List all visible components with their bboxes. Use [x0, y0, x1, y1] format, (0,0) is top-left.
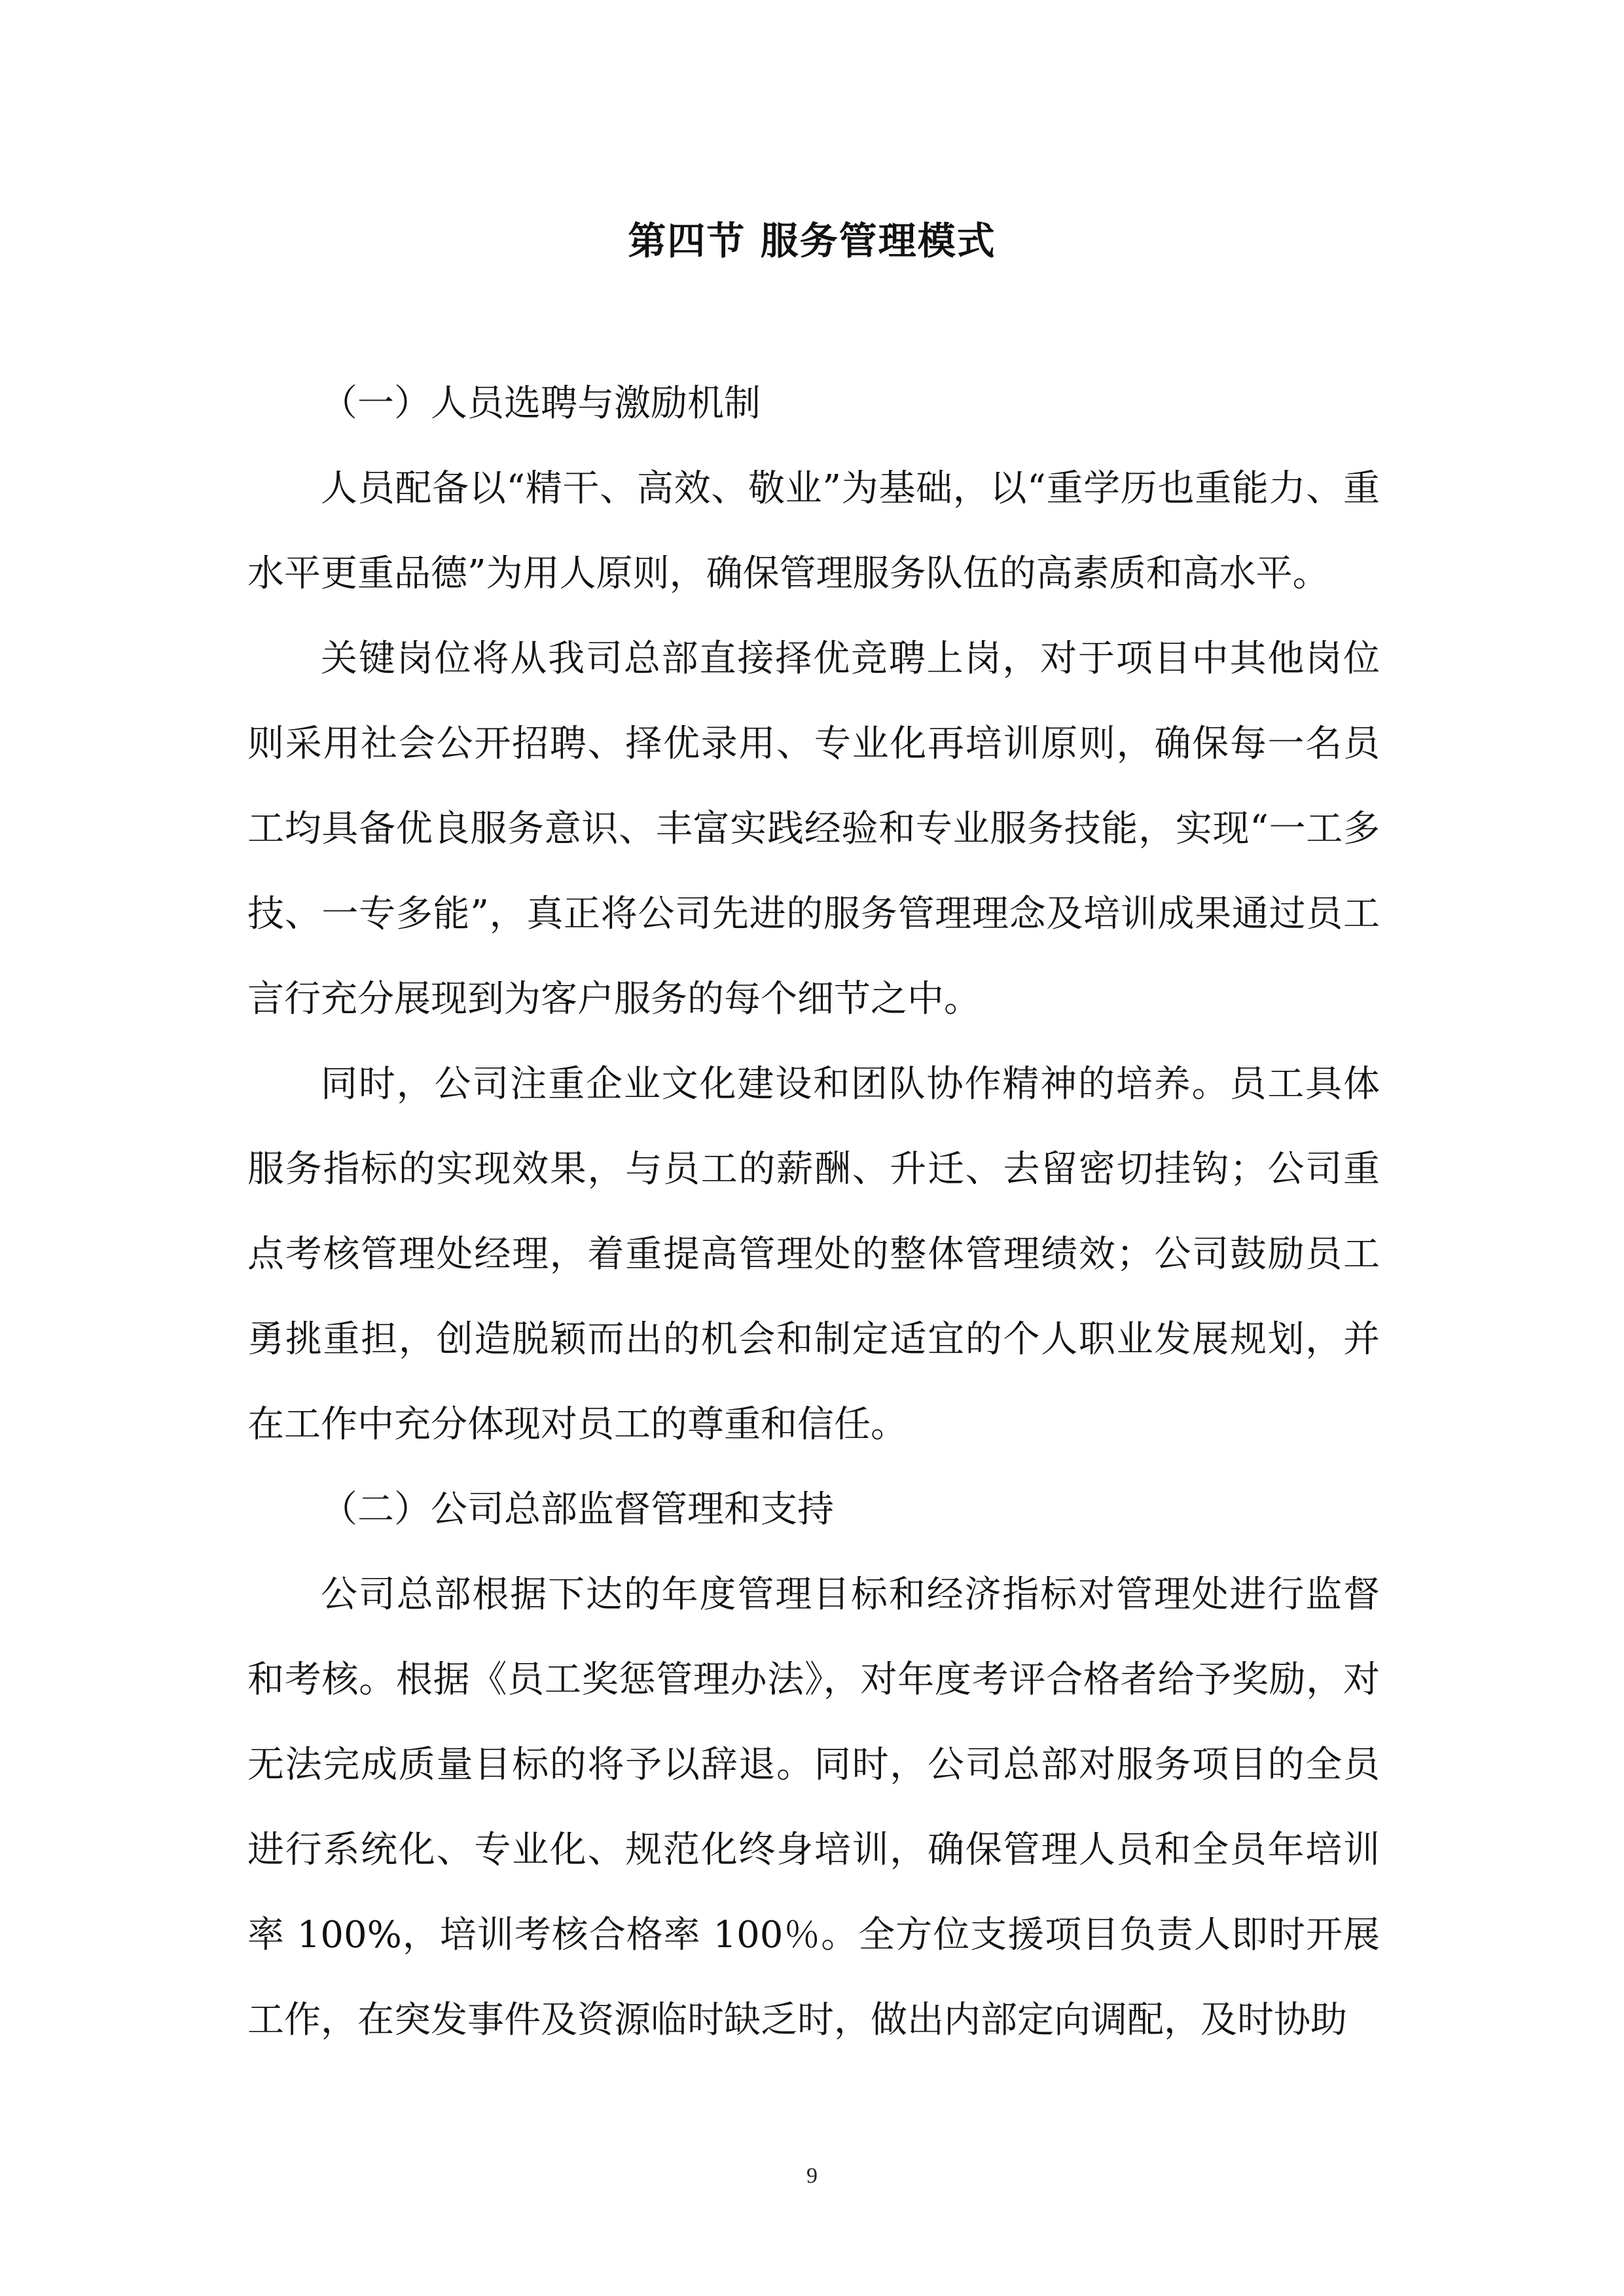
section-heading-2: （二）公司总部监督管理和支持: [321, 1488, 834, 1531]
section-heading-1: （一）人员选聘与激励机制: [321, 382, 761, 425]
page-number: 9: [806, 2164, 818, 2188]
paragraph: 关键岗位将从我司总部直接择优竞聘上岗，对于项目中其他岗位则采用社会公开招聘、择优录用、专业化再培训原则，确保每一名员工均具备优良服务意识、丰富实践经验和专业服务技能，实现“一工多技、一专多能”，真正将公司先进的服务管理理念及培训成果通过员工言行充分展现到为客户服务的每个细节之中。: [247, 637, 1380, 1020]
page-title: 第四节 服务管理模式: [628, 219, 996, 263]
document-body: [247, 361, 1380, 2063]
paragraph: 同时，公司注重企业文化建设和团队协作精神的培养。员工具体服务指标的实现效果，与员工的薪酬、升迁、去留密切挂钩；公司重点考核管理处经理，着重提高管理处的整体管理绩效；公司鼓励员工勇挑重担，创造脱颖而出的机会和制定适宜的个人职业发展规划，并在工作中充分体现对员工的尊重和信任。: [247, 1063, 1380, 1446]
paragraph: 人员配备以“精干、高效、敬业”为基础，以“重学历也重能力、重水平更重品德”为用人原则，确保管理服务队伍的高素质和高水平。: [247, 467, 1380, 595]
paragraph: 公司总部根据下达的年度管理目标和经济指标对管理处进行监督和考核。根据《员工奖惩管理办法》，对年度考评合格者给予奖励，对无法完成质量目标的将予以辞退。同时，公司总部对服务项目的全员进行系统化、专业化、规范化终身培训，确保管理人员和全员年培训率 100%，培训考核合格率 100％。全方位支援项目负责人即时开展工作，在突发事件及资源临时缺乏时，做出内部定向调配，及时协助: [247, 1573, 1380, 2041]
